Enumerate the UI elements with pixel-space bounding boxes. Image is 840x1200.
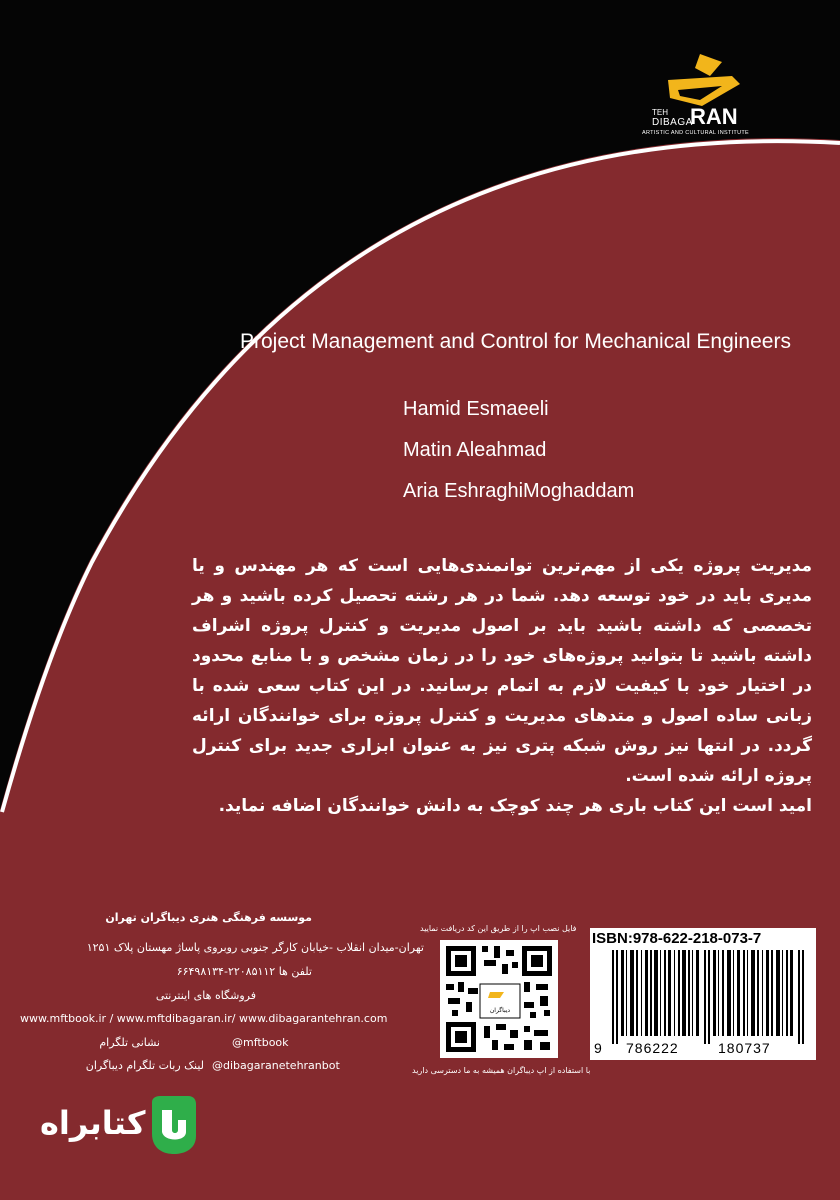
isbn-label: ISBN:978-622-218-073-7 xyxy=(592,930,762,947)
book-title: Project Management and Control for Mechanical Engineers xyxy=(240,330,791,353)
qr-top-caption: فایل نصب اپ را از طریق این کد دریافت نمایید xyxy=(420,924,577,933)
online-stores-label: فروشگاه های اینترنتی xyxy=(155,989,256,1002)
isbn-digit-group-2: 180737 xyxy=(718,1040,771,1056)
publisher-address: تهران-میدان انقلاب -خیابان کارگر جنوبی روبروی پاساژ مهستان پلاک ۱۲۵۱ xyxy=(86,941,424,954)
ketabrah-wordmark: کتابراه xyxy=(40,1104,146,1142)
barcode-bars xyxy=(612,950,808,1044)
qr-code-icon[interactable] xyxy=(440,940,558,1058)
isbn-barcode xyxy=(590,928,816,1060)
logo-teh: TEH xyxy=(652,108,668,117)
publisher-websites[interactable]: www.mftbook.ir / www.mftdibagaran.ir/ www.dibagarantehran.com xyxy=(20,1012,388,1025)
author-1: Hamid Esmaeeli xyxy=(403,398,549,420)
qr-center-label: دیباگران xyxy=(489,1007,511,1014)
description-closing: امید است این کتاب باری هر چند کوچک به دانش خوانندگان اضافه نماید. xyxy=(218,796,812,816)
logo-ran: RAN xyxy=(690,104,738,129)
description-paragraph: مدیریت پروژه یکی از مهم‌ترین توانمندی‌هایی است که هر مهندس و یا مدیری باید در خود توسعه دهد. شما در هر رشته تحصیل کرده باشید و هر تخصصی که داشته باشید باید بر اصول مدیریت و کنترل پروژه اشراف داشته باشید تا بتوانید پروژه‌های خود را در زمان مشخص و با منابع محدود در اختیار خود با کیفیت لازم به اتمام برسانید. در این کتاب سعی شده با زبانی ساده اصول و متدهای مدیریت و کنترل پروژه برای خوانندگان ارائه گردد. در انتها نیز روش شبکه پتری نیز به عنوان ابزاری جدید برای کنترل پروژه ارائه شده است. xyxy=(192,556,812,786)
telegram-label: نشانی تلگرام xyxy=(99,1036,160,1049)
author-2: Matin Aleahmad xyxy=(403,439,547,461)
isbn-lead-digit: 9 xyxy=(594,1040,603,1056)
telegram-bot-handle[interactable]: @dibagaranetehranbot xyxy=(212,1059,340,1072)
qr-bottom-caption: با استفاده از اپ دیباگران همیشه به ما دسترسی دارید xyxy=(412,1066,591,1075)
isbn-digit-group-1: 786222 xyxy=(626,1040,679,1056)
logo-tagline: ARTISTIC AND CULTURAL INSTITUTE xyxy=(642,130,749,136)
publisher-name: موسسه فرهنگی هنری دیباگران تهران xyxy=(105,911,312,924)
telegram-bot-label: لینک ربات تلگرام دیباگران xyxy=(85,1059,204,1072)
publisher-phone: تلفن ها ۲۲۰۸۵۱۱۲-۶۶۴۹۸۱۳۴ xyxy=(176,965,312,978)
ketabrah-badge-icon xyxy=(148,1096,198,1154)
telegram-handle[interactable]: @mftbook xyxy=(232,1036,289,1049)
author-3: Aria EshraghiMoghaddam xyxy=(403,480,635,502)
book-description xyxy=(192,551,812,821)
logo-dibaga: DIBAGA xyxy=(652,117,693,128)
